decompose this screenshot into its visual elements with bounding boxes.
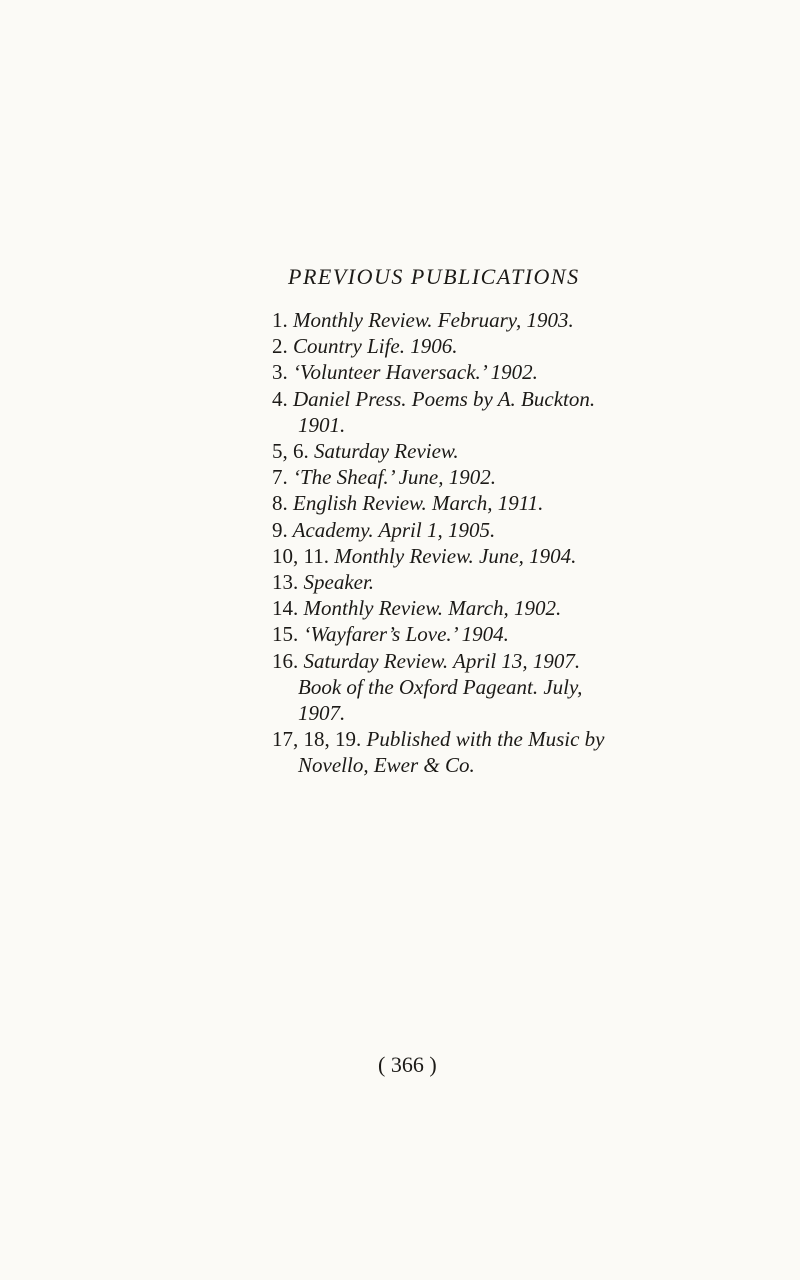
list-item: 14. Monthly Review. March, 1902. <box>272 596 562 621</box>
list-item: 3. ‘Volunteer Haversack.’ 1902. <box>272 360 538 385</box>
list-item: 1. Monthly Review. February, 1903. <box>272 308 574 332</box>
list-item-continuation: Book of the Oxford Pageant. July, <box>298 674 583 699</box>
list-item-continuation: 1901. <box>298 412 346 437</box>
list-item: 10, 11. Monthly Review. June, 1904. <box>272 543 577 568</box>
list-item: 8. English Review. March, 1911. <box>272 491 544 516</box>
list-item: 9. Academy. April 1, 1905. <box>272 517 496 542</box>
page-heading: PREVIOUS PUBLICATIONS <box>288 264 580 289</box>
list-item: 16. Saturday Review. April 13, 1907. <box>272 648 581 673</box>
list-item: 17, 18, 19. Published with the Music by <box>272 727 605 752</box>
list-item-continuation: Novello, Ewer & Co. <box>298 753 475 778</box>
list-item: 13. Speaker. <box>272 570 375 595</box>
list-item: 15. ‘Wayfarer’s Love.’ 1904. <box>272 622 509 647</box>
page-number: ( 366 ) <box>378 1052 437 1077</box>
publication-list <box>272 307 652 779</box>
list-item: 5, 6. Saturday Review. <box>272 439 459 464</box>
list-item: 7. ‘The Sheaf.’ June, 1902. <box>272 465 496 490</box>
list-item: 2. Country Life. 1906. <box>272 334 458 359</box>
list-item-continuation: 1907. <box>298 701 346 726</box>
list-item: 4. Daniel Press. Poems by A. Buckton. <box>272 386 596 411</box>
